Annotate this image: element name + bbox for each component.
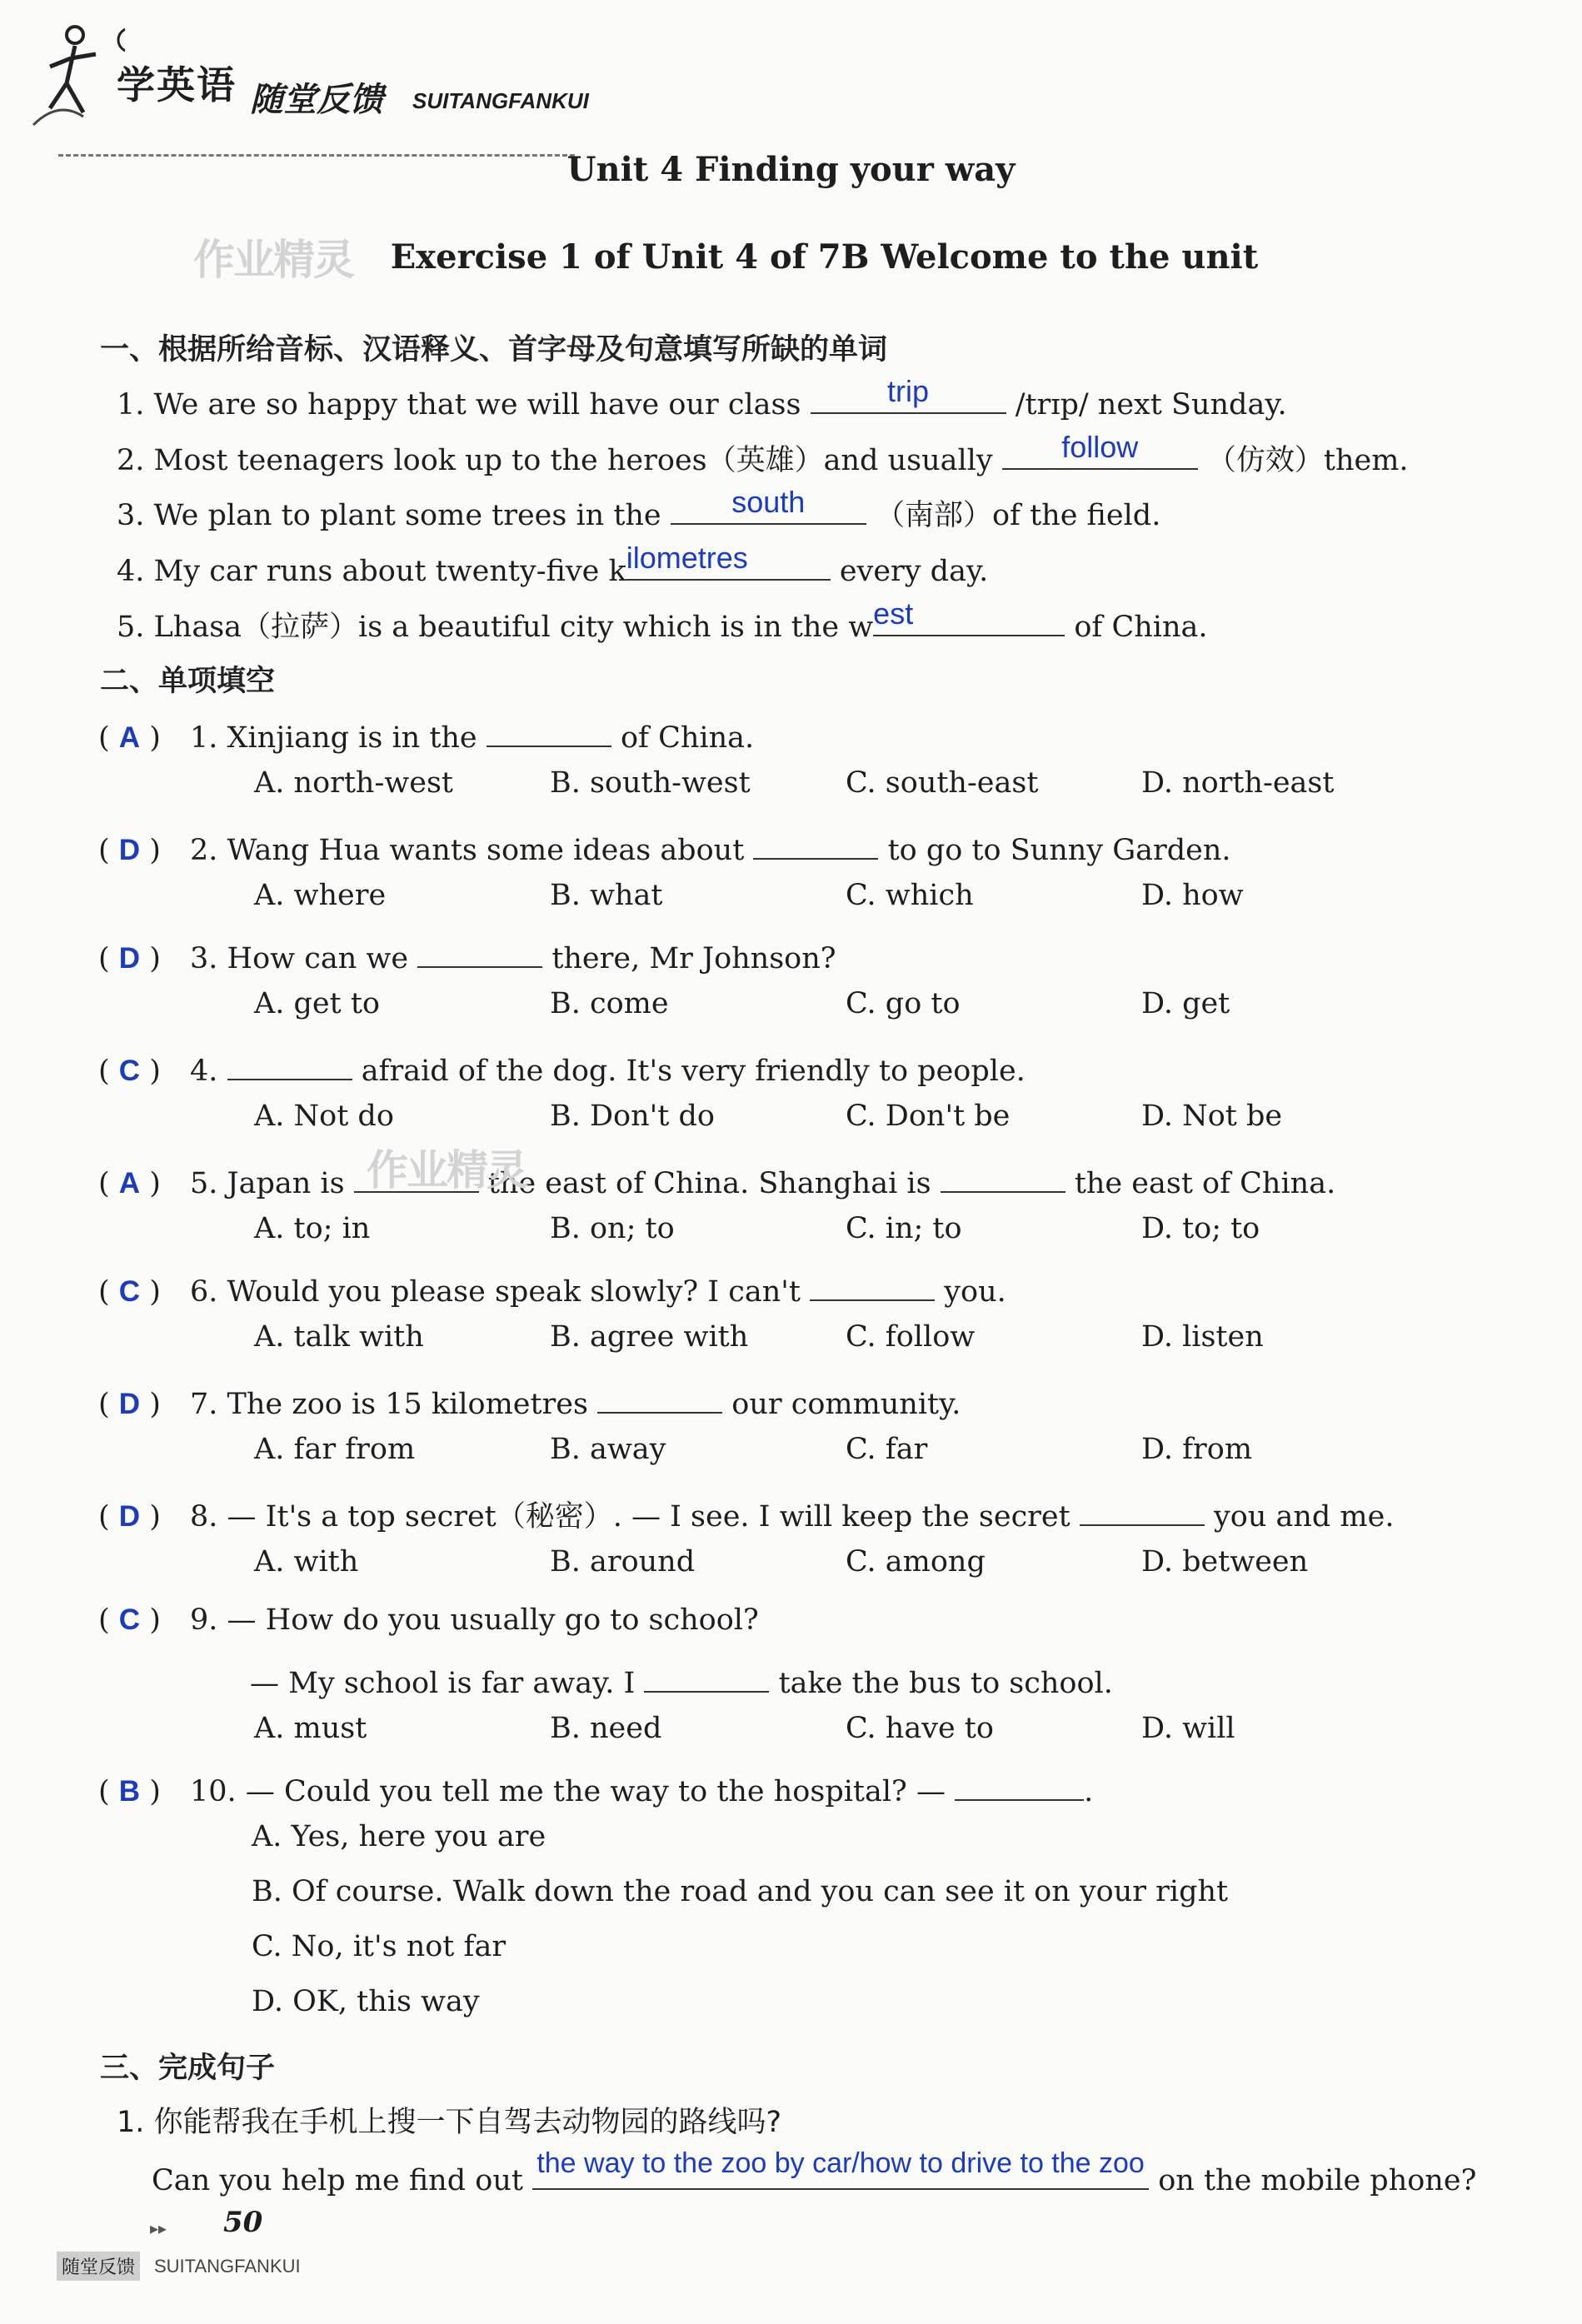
mc-option[interactable]: C. among (846, 1545, 986, 1578)
mc-option[interactable]: B. agree with (550, 1320, 749, 1354)
mc-option[interactable]: D. to; to (1141, 1212, 1260, 1245)
mc-option[interactable]: C. south-east (846, 766, 1039, 800)
selected-choice: A (118, 1167, 141, 1199)
mc-option[interactable]: C. in; to (846, 1212, 962, 1245)
mc-question: ( C ) 4. afraid of the dog. It's very friendly to people. (98, 1045, 1026, 1088)
answer-blank[interactable]: the way to the zoo by car/how to drive to the zoo (532, 2155, 1149, 2190)
section-2-heading: 二、单项填空 (100, 665, 276, 698)
mc-option[interactable]: D. how (1141, 879, 1244, 912)
answer-blank[interactable]: south (671, 490, 866, 525)
mc-question: ( B ) 10. — Could you tell me the way to the hospital? — . (98, 1766, 1093, 1808)
p1-item-3: 3. We plan to plant some trees in the south （南部）of the field. (117, 485, 1161, 532)
mc-option[interactable]: A. must (254, 1712, 367, 1745)
mc-option[interactable]: B. away (550, 1433, 666, 1466)
answer-blank[interactable] (941, 1158, 1065, 1193)
mc-option[interactable]: B. south-west (550, 766, 751, 800)
mc-question: ( C ) 9. — How do you usually go to school? (98, 1603, 759, 1637)
footer-brand-en: SUITANGFANKUI (154, 2256, 301, 2277)
selected-choice: D (118, 1500, 141, 1533)
mc-option[interactable]: A. Yes, here you are (252, 1820, 546, 1853)
answer-blank[interactable] (644, 1658, 769, 1693)
selected-choice: C (118, 1275, 141, 1308)
selected-choice: D (118, 942, 141, 975)
mc-option[interactable]: C. go to (846, 987, 961, 1020)
answer-blank[interactable]: follow (1002, 435, 1198, 470)
answer-blank[interactable] (417, 933, 542, 968)
answer-blank[interactable] (955, 1766, 1084, 1801)
mc-option[interactable]: D. OK, this way (252, 1985, 480, 2018)
mc-option[interactable]: C. Don't be (846, 1100, 1011, 1133)
selected-choice: A (118, 721, 141, 754)
mc-option[interactable]: A. far from (254, 1433, 416, 1466)
mc-option[interactable]: D. north-east (1141, 766, 1335, 800)
p1-item-1: 1. We are so happy that we will have our class trip /trɪp/ next Sunday. (117, 374, 1287, 421)
mc-option[interactable]: A. where (254, 879, 387, 912)
mc-option[interactable]: B. need (550, 1712, 662, 1745)
mc-option[interactable]: D. will (1141, 1712, 1235, 1745)
mc-question: ( A ) 1. Xinjiang is in the of China. (98, 712, 754, 755)
answer-blank[interactable] (810, 1266, 935, 1301)
answer-blank[interactable]: trip (811, 379, 1006, 414)
answer-blank[interactable] (597, 1379, 722, 1414)
mc-question: ( C ) 6. Would you please speak slowly? I can't you. (98, 1266, 1006, 1309)
footer-brand-cn: 随堂反馈 (57, 2252, 140, 2281)
mc-option[interactable]: B. around (550, 1545, 696, 1578)
page-number: 50 (223, 2206, 263, 2239)
mc-option[interactable]: A. with (254, 1545, 359, 1578)
mc-option[interactable]: C. No, it's not far (252, 1930, 507, 1963)
brand-pinyin: SUITANGFANKUI (412, 88, 589, 113)
mc-question: ( D ) 3. How can we there, Mr Johnson? (98, 933, 836, 975)
selected-choice: B (118, 1775, 141, 1808)
mc-option[interactable]: C. far (846, 1433, 928, 1466)
selected-choice: C (118, 1055, 141, 1087)
watermark: 作业精灵 (367, 1146, 527, 1194)
mc-question: ( D ) 2. Wang Hua wants some ideas about to go to Sunny Garden. (98, 825, 1231, 867)
mc-option[interactable]: D. between (1141, 1545, 1309, 1578)
selected-choice: D (118, 834, 141, 866)
arrow-icon: ▸▸ (150, 2218, 167, 2238)
mc-option[interactable]: D. from (1141, 1433, 1253, 1466)
header-logo (25, 17, 608, 142)
answer-blank[interactable] (227, 1045, 352, 1080)
exercise-title: Exercise 1 of Unit 4 of 7B Welcome to the unit (390, 237, 1259, 277)
answer-blank[interactable]: est (873, 601, 1065, 636)
mc-option[interactable]: B. come (550, 987, 669, 1020)
answer-blank[interactable] (1080, 1491, 1205, 1526)
mc-option[interactable]: C. have to (846, 1712, 994, 1745)
mc-option[interactable]: A. get to (254, 987, 380, 1020)
mc-option[interactable]: B. Of course. Walk down the road and you can see it on your right (252, 1875, 1229, 1908)
mc-option[interactable]: B. Don't do (550, 1100, 715, 1133)
p3-item-1-english: Can you help me find out the way to the zoo by car/how to drive to the zoo on the mobile phone? (152, 2147, 1477, 2197)
mc-question: ( D ) 7. The zoo is 15 kilometres our community. (98, 1379, 961, 1421)
answer-blank[interactable] (487, 712, 611, 747)
mc-option[interactable]: D. get (1141, 987, 1230, 1020)
brand-title: 学英语 (117, 62, 237, 107)
mc-option[interactable]: C. follow (846, 1320, 976, 1354)
section-1-heading: 一、根据所给音标、汉语释义、首字母及句意填写所缺的单词 (100, 333, 888, 367)
mc-option[interactable]: C. which (846, 879, 974, 912)
answer-blank[interactable] (753, 825, 878, 860)
mc-question: ( A ) 5. Japan is the east of China. Shanghai is the east of China. (98, 1158, 1335, 1200)
mc-question: ( D ) 8. — It's a top secret（秘密）. — I see. I will keep the secret you and me. (98, 1491, 1394, 1535)
selected-choice: D (118, 1388, 141, 1420)
unit-title: Unit 4 Finding your way (566, 150, 1016, 189)
mc-option[interactable]: B. on; to (550, 1212, 675, 1245)
mc-option[interactable]: A. north-west (254, 766, 454, 800)
selected-choice: C (118, 1603, 141, 1636)
runner-logo-icon (25, 17, 125, 133)
watermark: 作业精灵 (193, 236, 353, 284)
p3-item-1-chinese: 1. 你能帮我在手机上搜一下自驾去动物园的路线吗? (117, 2106, 782, 2139)
mc-option[interactable]: D. listen (1141, 1320, 1264, 1354)
mc-option[interactable]: A. Not do (254, 1100, 394, 1133)
section-3-heading: 三、完成句子 (100, 2052, 276, 2085)
p1-item-2: 2. Most teenagers look up to the heroes（英雄）and usually follow （仿效）them. (117, 430, 1409, 477)
answer-blank[interactable]: ilometres (626, 546, 831, 581)
p1-item-4: 4. My car runs about twenty-five k ilometres every day. (117, 541, 989, 588)
brand-subtitle: 随堂反馈 (250, 81, 383, 119)
mc-option[interactable]: A. talk with (254, 1320, 424, 1354)
mc-option[interactable]: B. what (550, 879, 663, 912)
p1-item-5: 5. Lhasa（拉萨）is a beautiful city which is in the w est of China. (117, 596, 1208, 644)
mc-option[interactable]: D. Not be (1141, 1100, 1283, 1133)
mc-question-line2: — My school is far away. I take the bus to school. (250, 1658, 1113, 1700)
mc-option[interactable]: A. to; in (254, 1212, 371, 1245)
